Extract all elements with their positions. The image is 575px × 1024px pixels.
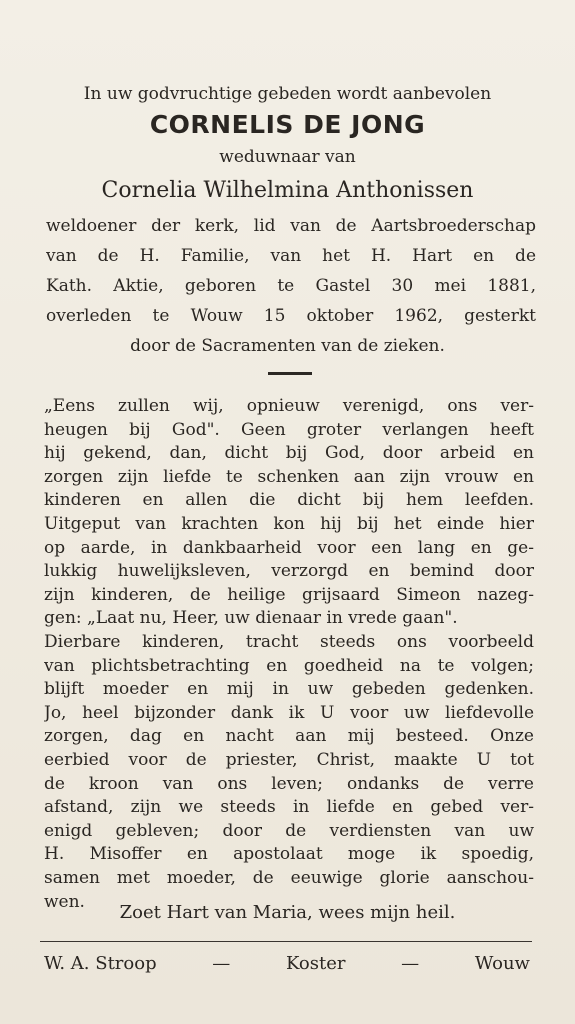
text-line: zorgen zijn liefde te schenken aan zijn vrouw en <box>44 468 534 486</box>
printer-name: W. A. Stroop <box>44 953 157 974</box>
text-line: eerbied voor de priester, Christ, maakte U tot <box>44 752 534 769</box>
footer-dash: — <box>401 953 420 974</box>
text-line: op aarde, in dankbaarheid voor een lang en ge- <box>44 539 534 557</box>
text-line: blijft moeder en mij in uw gebeden gedenken. <box>44 681 534 699</box>
divider-ornament <box>268 372 312 375</box>
intro-line: In uw godvruchtige gebeden wordt aanbevolen <box>83 84 492 104</box>
text-line: zijn kinderen, de heilige grijsaard Simeon nazeg- <box>44 586 534 604</box>
text-line: samen met moeder, de eeuwige glorie aanschou- <box>44 870 534 887</box>
spouse-name: Cornelia Wilhelmina Anthonissen <box>101 178 474 203</box>
bio-line: Kath. Aktie, geboren te Gastel 30 mei 1881, <box>46 278 536 296</box>
deceased-name: CORNELIS DE JONG <box>149 110 426 139</box>
text-line: hij gekend, dan, dicht bij God, door arbeid en <box>44 445 534 463</box>
text-line: gen: „Laat nu, Heer, uw dienaar in vrede gaan". <box>44 608 458 629</box>
text-line: wen. <box>44 891 85 912</box>
relation-line: weduwnaar van <box>219 147 356 167</box>
text-line: H. Misoffer en apostolaat moge ik spoedig, <box>44 846 534 864</box>
text-line: „Eens zullen wij, opnieuw verenigd, ons ver- <box>44 398 534 415</box>
text-line: kinderen en allen die dicht bij hem leefden. <box>44 492 534 510</box>
text-line: zorgen, dag en nacht aan mij besteed. Onze <box>44 728 534 746</box>
text-line: Jo, heel bijzonder dank ik U voor uw liefdevolle <box>44 704 534 722</box>
text-line: heugen bij God". Geen groter verlangen heeft <box>44 421 534 439</box>
printer-footer <box>44 953 530 974</box>
printer-place: Wouw <box>474 953 530 974</box>
text-line: afstand, zijn we steeds in liefde en gebed ver- <box>44 799 534 817</box>
text-line: enigd gebleven; door de verdiensten van uw <box>44 822 534 840</box>
text-line: van plichtsbetrachting en goedheid na te volgen; <box>44 657 534 675</box>
text-line: Uitgeput van krachten kon hij bij het einde hier <box>44 516 534 533</box>
footer-rule <box>40 941 532 942</box>
bio-line: van de H. Familie, van het H. Hart en de <box>46 248 536 266</box>
text-line: Dierbare kinderen, tracht steeds ons voorbeeld <box>44 634 534 651</box>
closing-prayer: Zoet Hart van Maria, wees mijn heil. <box>119 902 456 923</box>
bio-line: door de Sacramenten van de zieken. <box>130 336 445 356</box>
footer-dash: — <box>212 953 231 974</box>
bio-line: overleden te Wouw 15 oktober 1962, gesterkt <box>46 308 536 326</box>
printer-role: Koster <box>285 953 346 974</box>
bio-line: weldoener der kerk, lid van de Aartsbroederschap <box>46 218 536 236</box>
text-line: de kroon van ons leven; ondanks de verre <box>44 775 534 793</box>
text-line: lukkig huwelijksleven, verzorgd en bemind door <box>44 563 534 581</box>
